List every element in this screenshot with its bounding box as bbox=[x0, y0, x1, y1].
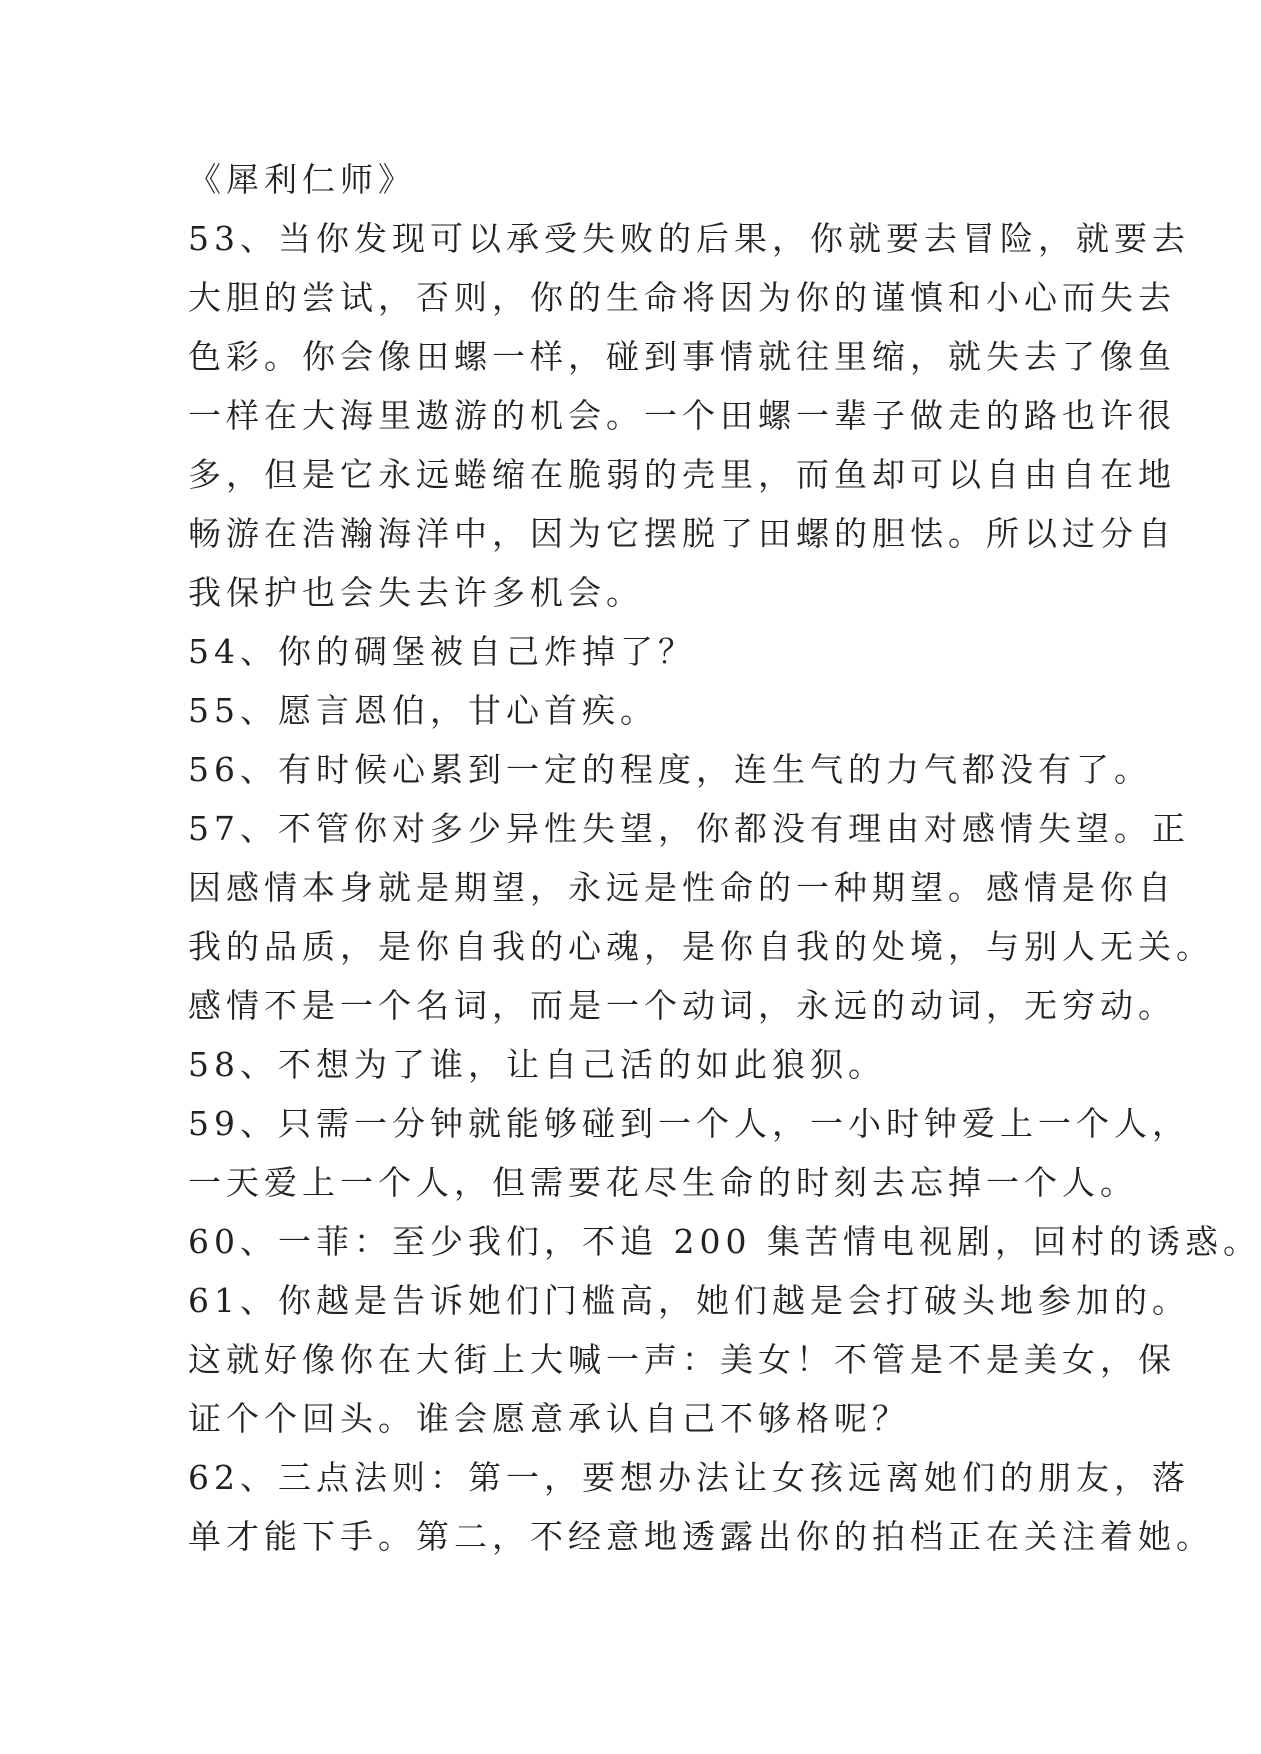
text-line: 56、有时候心累到一定的程度，连生气的力气都没有了。 bbox=[188, 750, 1152, 789]
text-line: 这就好像你在大街上大喊一声：美女！不管是不是美女，保 bbox=[188, 1340, 1176, 1379]
text-line: 57、不管你对多少异性失望，你都没有理由对感情失望。正 bbox=[188, 809, 1190, 848]
book-title: 《犀利仁师》 bbox=[188, 160, 416, 199]
text-line: 59、只需一分钟就能够碰到一个人，一小时钟爱上一个人， bbox=[188, 1104, 1190, 1143]
text-line: 一天爱上一个人，但需要花尽生命的时刻去忘掉一个人。 bbox=[188, 1163, 1138, 1202]
text-line: 61、你越是告诉她们门槛高，她们越是会打破头地参加的。 bbox=[188, 1281, 1190, 1320]
text-line: 一样在大海里遨游的机会。一个田螺一辈子做走的路也许很 bbox=[188, 396, 1176, 435]
text-line: 我的品质，是你自我的心魂，是你自我的处境，与别人无关。 bbox=[188, 927, 1214, 966]
document-body bbox=[188, 150, 1261, 1566]
text-line: 60、一菲：至少我们，不追 200 集苦情电视剧，回村的诱惑。 bbox=[188, 1222, 1261, 1261]
text-line: 色彩。你会像田螺一样，碰到事情就往里缩，就失去了像鱼 bbox=[188, 337, 1176, 376]
text-line: 大胆的尝试，否则，你的生命将因为你的谨慎和小心而失去 bbox=[188, 278, 1176, 317]
text-line: 62、三点法则：第一，要想办法让女孩远离她们的朋友，落 bbox=[188, 1458, 1190, 1497]
text-line: 54、你的碉堡被自己炸掉了？ bbox=[188, 632, 696, 671]
text-line: 53、当你发现可以承受失败的后果，你就要去冒险，就要去 bbox=[188, 219, 1190, 258]
text-line: 单才能下手。第二，不经意地透露出你的拍档正在关注着她。 bbox=[188, 1517, 1214, 1556]
text-line: 我保护也会失去许多机会。 bbox=[188, 573, 644, 612]
text-line: 因感情本身就是期望，永远是性命的一种期望。感情是你自 bbox=[188, 868, 1176, 907]
text-line: 58、不想为了谁，让自己活的如此狼狈。 bbox=[188, 1045, 886, 1084]
text-line: 感情不是一个名词，而是一个动词，永远的动词，无穷动。 bbox=[188, 986, 1176, 1025]
text-line: 畅游在浩瀚海洋中，因为它摆脱了田螺的胆怯。所以过分自 bbox=[188, 514, 1176, 553]
text-line: 证个个回头。谁会愿意承认自己不够格呢？ bbox=[188, 1399, 910, 1438]
text-line: 多，但是它永远蜷缩在脆弱的壳里，而鱼却可以自由自在地 bbox=[188, 455, 1176, 494]
text-line: 55、愿言恩伯，甘心首疾。 bbox=[188, 691, 658, 730]
